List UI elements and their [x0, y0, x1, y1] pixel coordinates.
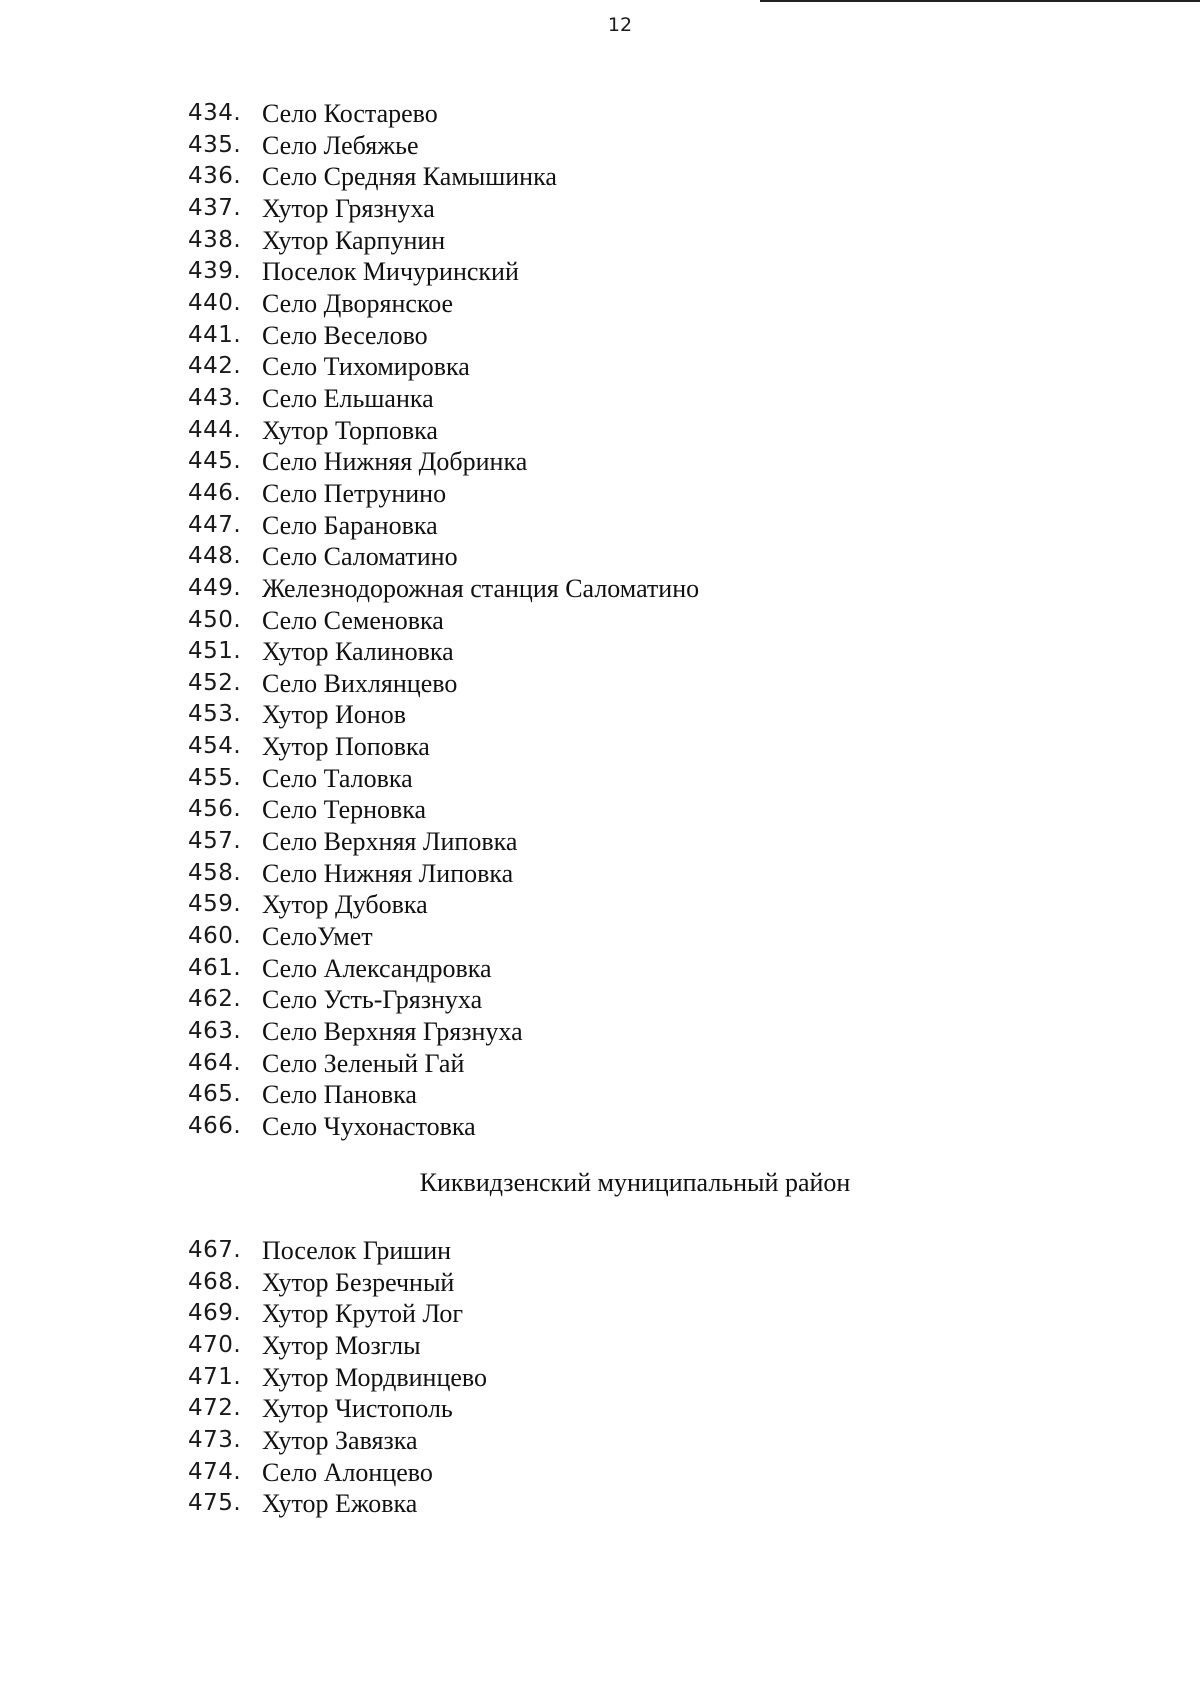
settlement-name: Хутор Карпунин	[262, 225, 446, 255]
list-item	[188, 1488, 487, 1520]
item-number: 458.	[188, 859, 242, 886]
item-number: 474.	[188, 1458, 242, 1485]
settlement-name: Хутор Ионов	[262, 700, 406, 730]
settlement-name: Хутор Чистополь	[262, 1394, 453, 1424]
settlement-name: Хутор Мозглы	[262, 1330, 421, 1360]
list-item	[188, 921, 699, 953]
item-number: 453.	[188, 701, 242, 728]
settlement-name: Село Вихлянцево	[262, 668, 458, 698]
settlement-name: Хутор Завязка	[262, 1425, 418, 1455]
list-item	[188, 1298, 487, 1330]
item-number: 465.	[188, 1081, 242, 1108]
item-number: 462.	[188, 986, 242, 1013]
item-number: 473.	[188, 1426, 242, 1453]
item-number: 461.	[188, 954, 242, 981]
item-number: 448.	[188, 543, 242, 570]
settlement-name: Село Усть-Грязнуха	[262, 985, 483, 1015]
item-number: 455.	[188, 764, 242, 791]
settlement-name: СелоУмет	[262, 922, 373, 952]
item-number: 435.	[188, 131, 242, 158]
list-item	[188, 1016, 699, 1048]
list-item	[188, 130, 699, 162]
list-item	[188, 668, 699, 700]
list-item	[188, 1079, 699, 1111]
item-number: 463.	[188, 1018, 242, 1045]
list-item	[188, 1111, 699, 1143]
settlement-name: Село Верхняя Липовка	[262, 827, 518, 857]
list-item	[188, 826, 699, 858]
list-item	[188, 510, 699, 542]
item-number: 434.	[188, 100, 242, 126]
settlement-name: Хутор Поповка	[262, 732, 430, 762]
settlement-name: Село Зеленый Гай	[262, 1048, 465, 1078]
list-item	[188, 1425, 487, 1457]
list-item	[188, 193, 699, 225]
settlement-name: Хутор Торповка	[262, 415, 438, 445]
item-number: 471.	[188, 1363, 242, 1390]
list-item	[188, 320, 699, 352]
settlement-name: Село Алонцево	[262, 1457, 433, 1487]
item-number: 472.	[188, 1395, 242, 1422]
settlement-name: Село Александровка	[262, 953, 492, 983]
item-number: 449.	[188, 574, 242, 601]
item-number: 468.	[188, 1268, 242, 1295]
item-number: 443.	[188, 384, 242, 411]
list-item	[188, 858, 699, 890]
list-item	[188, 1457, 487, 1489]
settlement-name: Село Петрунино	[262, 478, 447, 508]
item-number: 460.	[188, 923, 242, 950]
list-item	[188, 288, 699, 320]
list-item	[188, 605, 699, 637]
settlement-name: Село Веселово	[262, 320, 428, 350]
list-item	[188, 1235, 487, 1267]
list-item	[188, 1267, 487, 1299]
settlement-name: Село Нижняя Добринка	[262, 447, 528, 477]
item-number: 459.	[188, 891, 242, 918]
item-number: 438.	[188, 226, 242, 253]
list-item	[188, 699, 699, 731]
list-item	[188, 478, 699, 510]
item-number: 475.	[188, 1490, 242, 1517]
settlement-name: Хутор Мордвинцево	[262, 1362, 488, 1392]
section-heading: Киквидзенский муниципальный район	[419, 1168, 851, 1197]
list-item	[188, 1330, 487, 1362]
page-number: 12	[607, 14, 633, 36]
item-number: 441.	[188, 321, 242, 348]
list-item	[188, 98, 699, 130]
settlement-name: Село Тихомировка	[262, 352, 470, 382]
list-item	[188, 225, 699, 257]
item-number: 437.	[188, 194, 242, 221]
list-item	[188, 256, 699, 288]
settlement-name: Село Семеновка	[262, 605, 444, 635]
list-item	[188, 573, 699, 605]
settlement-name: Село Таловка	[262, 763, 413, 793]
item-number: 456.	[188, 796, 242, 823]
settlement-list	[188, 98, 699, 1143]
settlement-list	[188, 1235, 487, 1520]
list-item	[188, 953, 699, 985]
settlement-name: Поселок Мичуринский	[262, 257, 519, 287]
settlement-name: Железнодорожная станция Саломатино	[262, 573, 700, 603]
settlement-name: Село Терновка	[262, 795, 427, 825]
list-item	[188, 984, 699, 1016]
settlement-name: Село Пановка	[262, 1080, 417, 1110]
settlement-name: Хутор Крутой Лог	[262, 1299, 464, 1329]
item-number: 446.	[188, 479, 242, 506]
item-number: 452.	[188, 669, 242, 696]
list-item	[188, 1393, 487, 1425]
list-item	[188, 351, 699, 383]
settlement-name: Хутор Ежовка	[262, 1489, 418, 1519]
list-item	[188, 636, 699, 668]
item-number: 451.	[188, 638, 242, 665]
settlement-name: Село Чухонастовка	[262, 1112, 476, 1141]
list-item	[188, 763, 699, 795]
settlement-name: Хутор Безречный	[262, 1267, 455, 1297]
settlement-name: Село Саломатино	[262, 542, 458, 572]
list-item	[188, 446, 699, 478]
item-number: 439.	[188, 258, 242, 285]
list-item	[188, 1048, 699, 1080]
list-item	[188, 1362, 487, 1394]
settlement-name: Село Лебяжье	[262, 130, 419, 160]
item-number: 436.	[188, 163, 242, 190]
item-number: 464.	[188, 1049, 242, 1076]
list-item	[188, 415, 699, 447]
settlement-name: Село Барановка	[262, 510, 438, 540]
item-number: 470.	[188, 1331, 242, 1358]
settlement-name: Село Костарево	[262, 99, 438, 128]
settlement-name: Село Ельшанка	[262, 383, 434, 413]
item-number: 442.	[188, 353, 242, 380]
list-item	[188, 731, 699, 763]
list-item	[188, 794, 699, 826]
item-number: 440.	[188, 289, 242, 316]
settlement-name: Хутор Дубовка	[262, 890, 428, 920]
list-item	[188, 383, 699, 415]
settlement-name: Село Нижняя Липовка	[262, 858, 514, 888]
list-item	[188, 541, 699, 573]
item-number: 445.	[188, 448, 242, 475]
item-number: 457.	[188, 828, 242, 855]
item-number: 454.	[188, 733, 242, 760]
settlement-name: Село Средняя Камышинка	[262, 162, 557, 192]
list-item	[188, 889, 699, 921]
scan-top-rule	[760, 0, 1200, 2]
settlement-name: Село Дворянское	[262, 288, 454, 318]
item-number: 447.	[188, 511, 242, 538]
item-number: 466.	[188, 1113, 242, 1139]
item-number: 469.	[188, 1300, 242, 1327]
settlement-name: Поселок Гришин	[262, 1236, 452, 1265]
settlement-name: Хутор Калиновка	[262, 637, 454, 667]
settlement-name: Село Верхняя Грязнуха	[262, 1017, 523, 1047]
item-number: 467.	[188, 1237, 242, 1263]
item-number: 444.	[188, 416, 242, 443]
settlement-name: Хутор Грязнуха	[262, 193, 435, 223]
list-item	[188, 161, 699, 193]
item-number: 450.	[188, 606, 242, 633]
